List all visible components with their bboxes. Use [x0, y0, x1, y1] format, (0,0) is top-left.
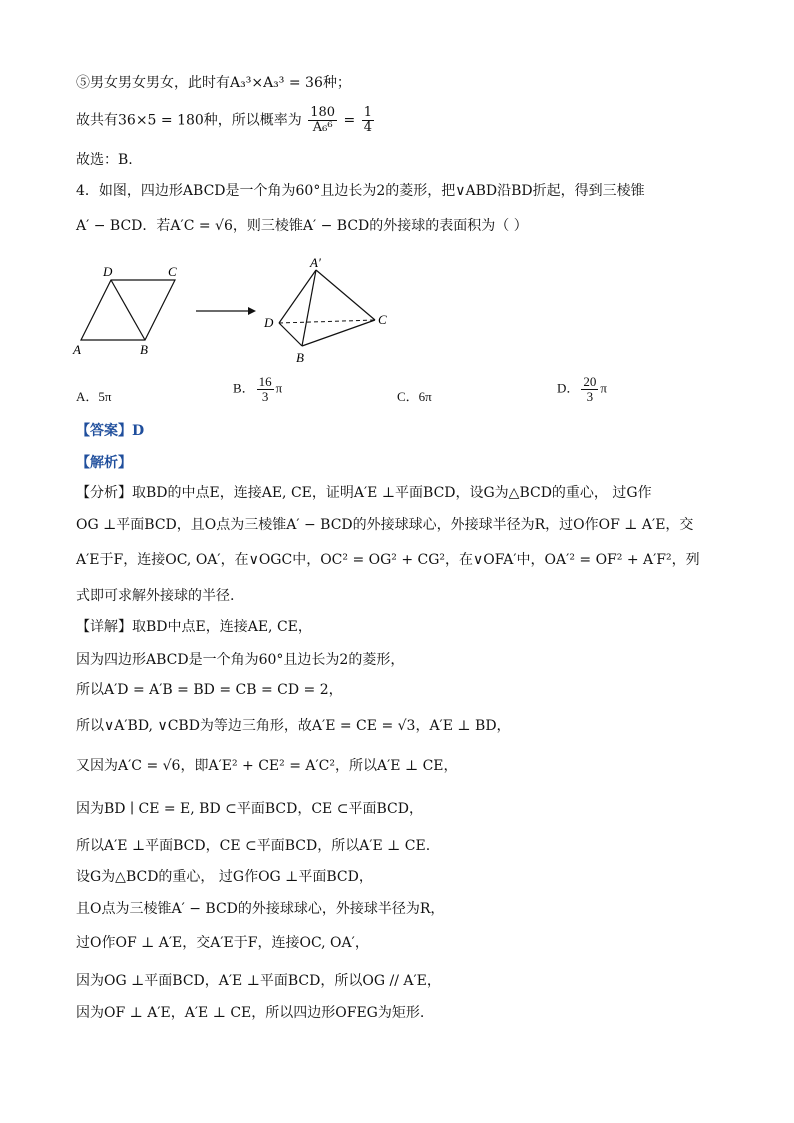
detail-line-9: 且O点为三棱锥A′ − BCD的外接球球心，外接球半径为R， — [76, 901, 445, 917]
line-choose-b: 故选：B. — [76, 152, 133, 168]
line-case-5: ⑤男女男女男女，此时有A₃³×A₃³ = 36种； — [76, 75, 351, 91]
option-d-label: D． — [557, 380, 580, 396]
option-b — [233, 375, 282, 404]
fraction-quarter — [362, 106, 374, 135]
detail-line-4: 所以∨A′BD, ∨CBD为等边三角形，故A′E = CE = √3，A′E ⊥ BD， — [76, 718, 511, 734]
fraction-180 — [308, 106, 337, 135]
analysis-line-3: A′E于F，连接OC, OA′，在∨OGC中，OC² = OG² + CG²，在∨OFA′中，OA′² = OF² + A′F²，列 — [76, 552, 700, 568]
edge-ab — [302, 270, 316, 346]
analysis-line-2: OG ⊥平面BCD，且O点为三棱锥A′ − BCD的外接球球心，外接球半径为R，过O作OF ⊥ A′E，交 — [76, 517, 694, 533]
edge-bc — [302, 320, 375, 346]
option-c: C．6π — [397, 389, 432, 404]
analysis-heading: 【解析】 — [76, 455, 132, 471]
fraction-numerator: 180 — [310, 105, 336, 120]
label-rhombus-c: C — [168, 264, 177, 279]
option-b-label: B． — [233, 380, 255, 396]
fraction-numerator: 20 — [583, 374, 597, 389]
option-a: A．5π — [76, 389, 112, 404]
figure-rhombus-to-pyramid — [70, 258, 490, 368]
option-d-pi: π — [600, 380, 607, 396]
edge-ad — [279, 270, 316, 323]
label-pyramid-b: B — [296, 350, 304, 365]
detail-line-6: 因为BD ∣ CE = E, BD ⊂平面BCD，CE ⊂平面BCD， — [76, 801, 423, 817]
fraction-denominator: 4 — [363, 120, 373, 135]
fraction-denominator: 3 — [586, 389, 594, 404]
detail-line-1: 【详解】取BD中点E，连接AE, CE， — [76, 619, 312, 635]
detail-line-8: 设G为△BCD的重心， 过G作OG ⊥平面BCD， — [76, 869, 373, 885]
fraction-denominator: A₆⁶ — [312, 120, 333, 135]
option-b-pi: π — [275, 380, 283, 396]
arrow-head — [248, 307, 256, 315]
detail-line-7: 所以A′E ⊥平面BCD，CE ⊂平面BCD，所以A′E ⊥ CE. — [76, 838, 431, 854]
text-total: 故共有36×5 = 180种，所以概率为 — [76, 112, 302, 129]
detail-line-12: 因为OF ⊥ A′E，A′E ⊥ CE，所以四边形OFEG为矩形. — [76, 1005, 425, 1021]
rhombus-diagonal-bd — [111, 280, 145, 340]
label-pyramid-a: A′ — [310, 258, 321, 270]
detail-line-10: 过O作OF ⊥ A′E，交A′E于F，连接OC, OA′， — [76, 935, 369, 951]
option-d-fraction — [581, 375, 598, 404]
question-4-line-1: 4．如图，四边形ABCD是一个角为60°且边长为2的菱形，把∨ABD沿BD折起，得到三棱锥 — [76, 183, 645, 199]
detail-line-11: 因为OG ⊥平面BCD，A′E ⊥平面BCD，所以OG // A′E， — [76, 973, 441, 989]
question-4-line-2: A′ − BCD．若A′C = √6，则三棱锥A′ − BCD的外接球的表面积为（ ） — [76, 218, 528, 234]
fraction-denominator: 3 — [261, 389, 269, 404]
fraction-numerator: 1 — [363, 105, 373, 120]
edge-db — [279, 323, 302, 346]
detail-line-5: 又因为A′C = √6，即A′E² + CE² = A′C²，所以A′E ⊥ CE， — [76, 758, 458, 774]
edge-dc-hidden — [279, 320, 375, 323]
analysis-line-1: 【分析】取BD的中点E，连接AE, CE，证明A′E ⊥平面BCD，设G为△BCD的重心， 过G作 — [76, 485, 652, 501]
edge-ac — [316, 270, 375, 320]
detail-line-3: 所以A′D = A′B = BD = CB = CD = 2， — [76, 682, 343, 698]
label-rhombus-d: D — [103, 264, 113, 279]
label-pyramid-d: D — [264, 315, 274, 330]
option-d — [557, 375, 607, 404]
line-total-probability — [76, 106, 376, 135]
label-rhombus-b: B — [140, 342, 148, 357]
detail-line-2: 因为四边形ABCD是一个角为60°且边长为2的菱形， — [76, 652, 405, 668]
label-pyramid-c: C — [378, 312, 387, 327]
analysis-line-4: 式即可求解外接球的半径. — [76, 588, 235, 604]
equals-sign: = — [343, 112, 356, 129]
option-b-fraction — [257, 375, 274, 404]
answer-line: 【答案】D — [76, 423, 145, 439]
fraction-numerator: 16 — [258, 374, 272, 389]
label-rhombus-a: A — [73, 342, 81, 357]
